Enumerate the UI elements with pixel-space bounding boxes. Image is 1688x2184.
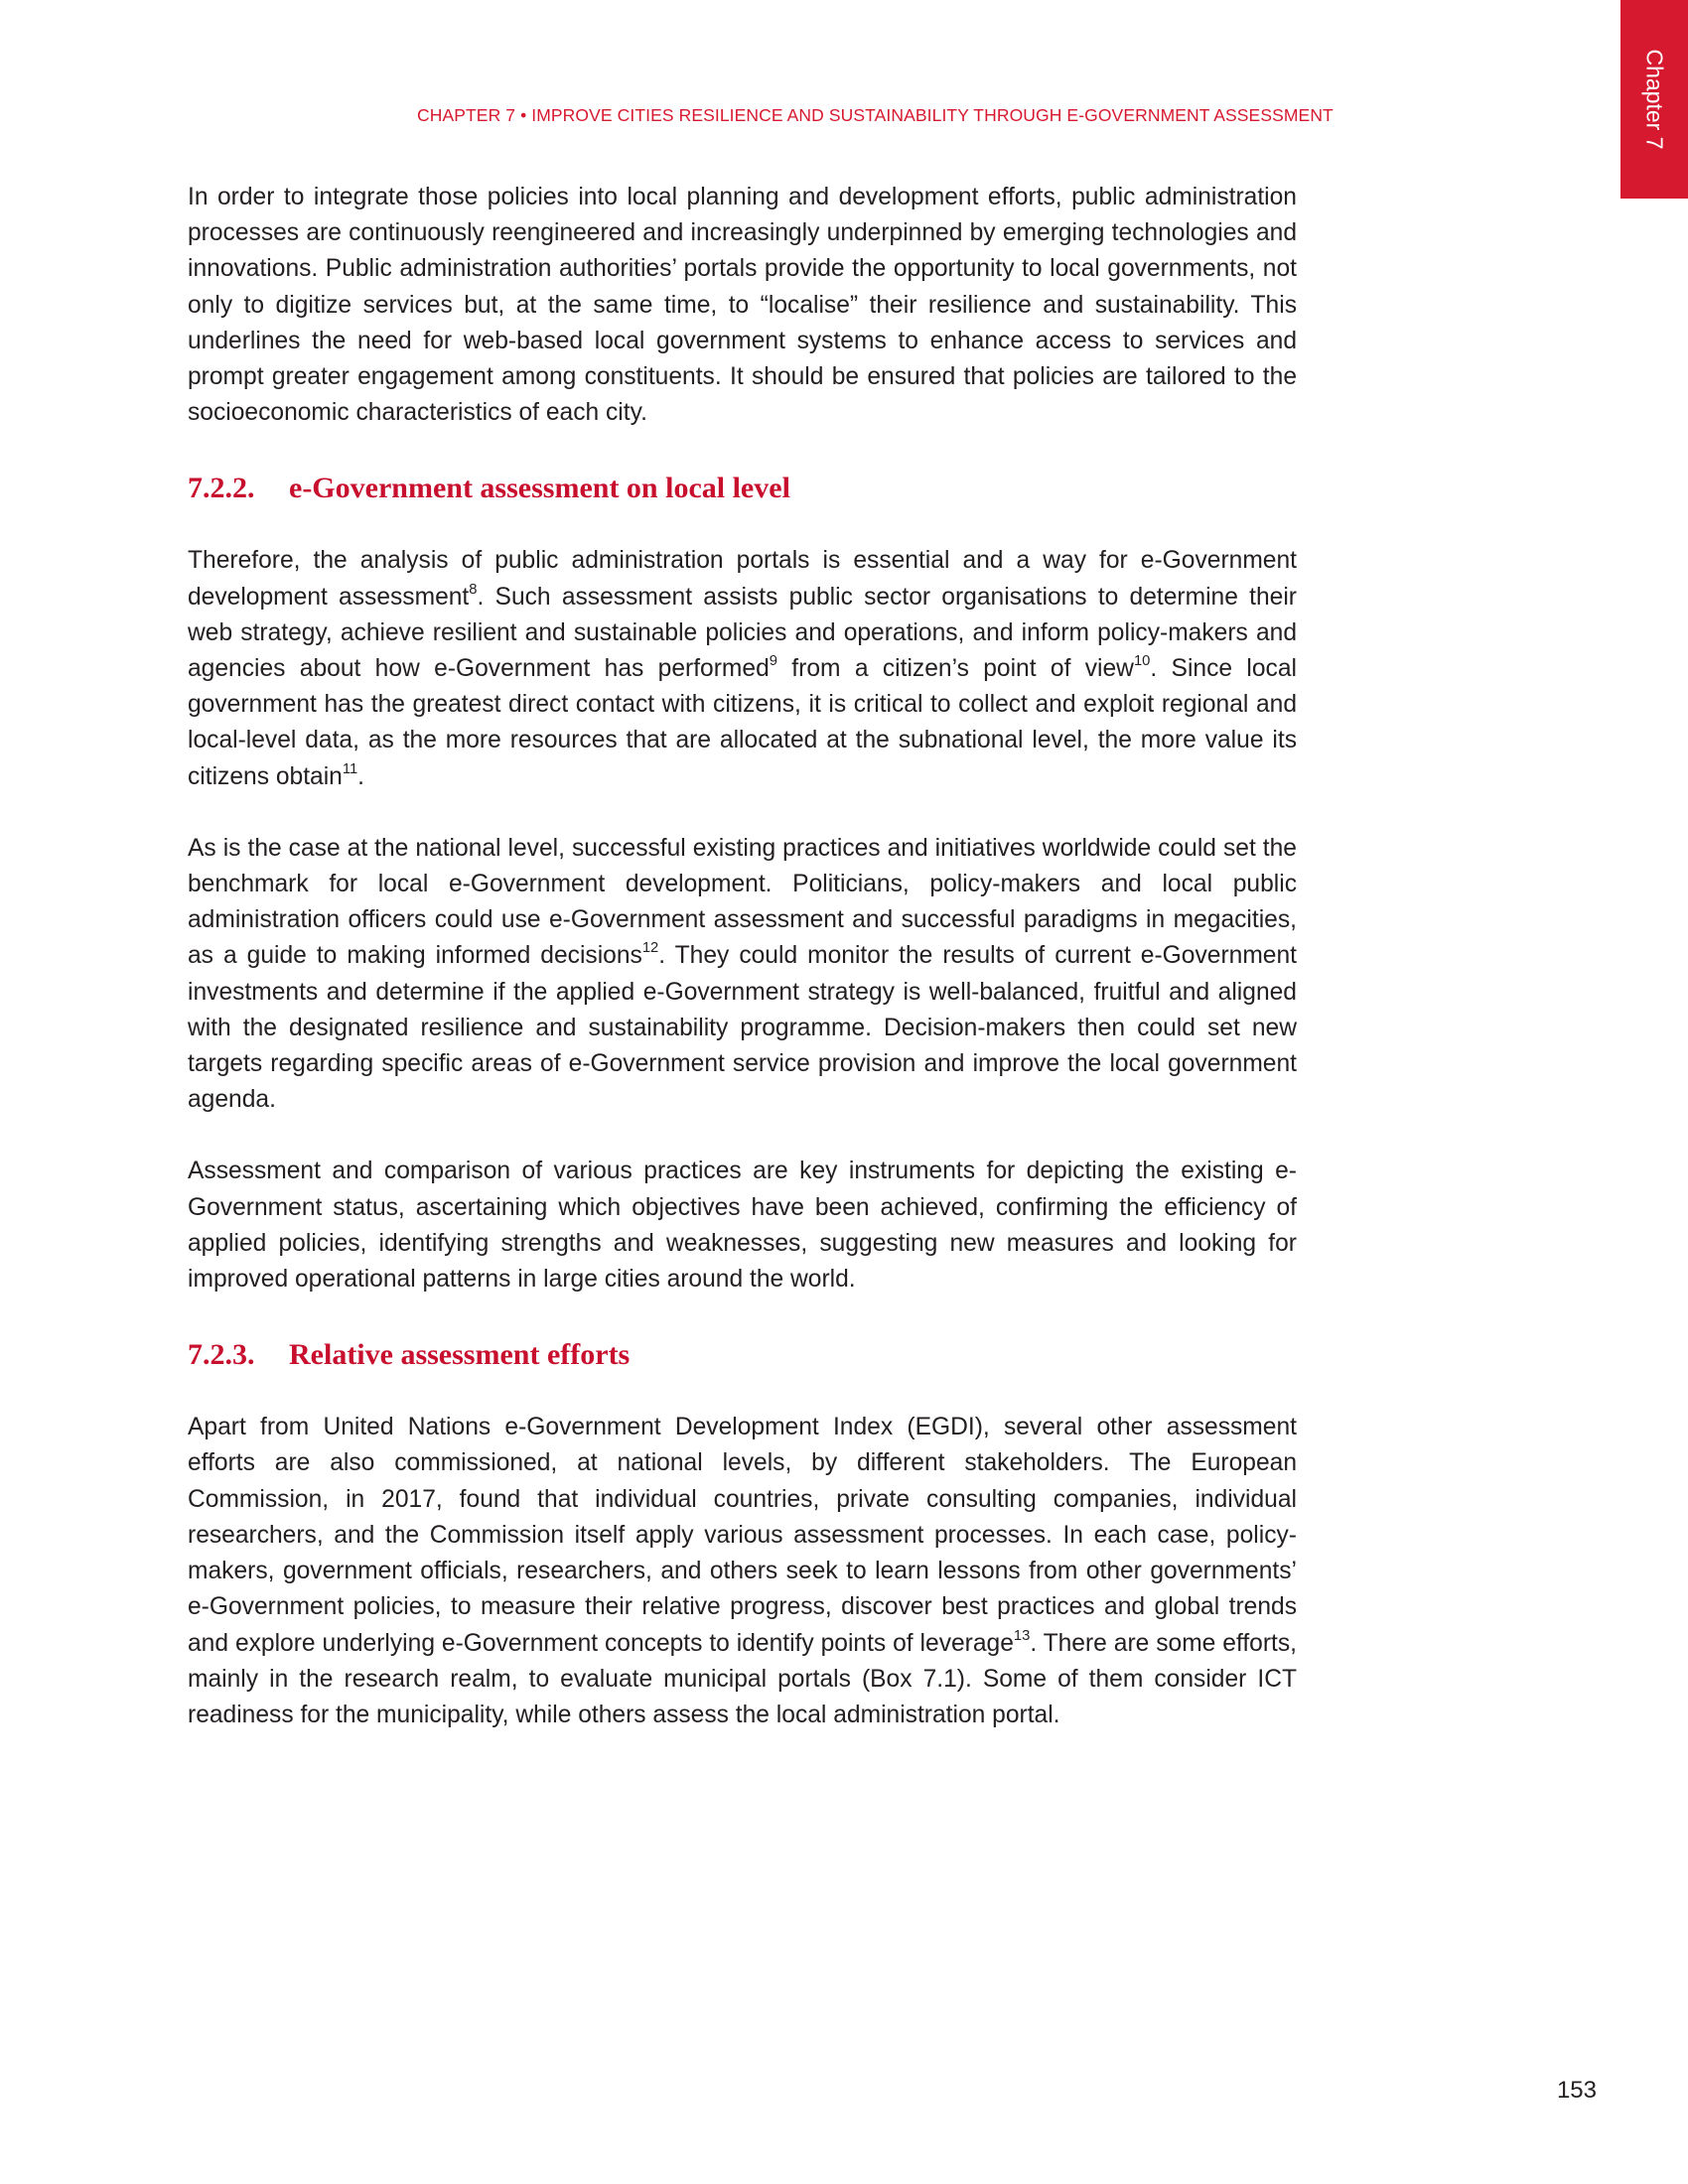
- footnote-ref: 12: [641, 940, 659, 957]
- paragraph: [188, 543, 1297, 794]
- running-header: CHAPTER 7 • IMPROVE CITIES RESILIENCE AND SUSTAINABILITY THROUGH E-GOVERNMENT ASSESSMENT: [417, 105, 1334, 125]
- text-run: . Such assessment assists public sector organisations to determine their web strategy, achieve resilient and sustainable policies and operations, and inform policy-makers and agencies about how e-Government has performed: [188, 583, 1297, 683]
- intro-paragraph: In order to integrate those policies into local planning and development efforts, public administration processes are continuously reengineered and increasingly underpinned by emerging technologies and innovations. Public administration authorities’ portals provide the opportunity to local governments, not only to digitize services but, at the same time, to “localise” their resilience and sustainability. This underlines the need for web-based local government systems to enhance access to services and prompt greater engagement among constituents. It should be ensured that policies are tailored to the socioeconomic characteristics of each city.: [188, 184, 1297, 427]
- chapter-tab: [1620, 0, 1688, 199]
- section-number: 7.2.3.: [188, 1338, 255, 1372]
- text-run: Apart from United Nations e-Government Development Index (EGDI), several other assessment efforts are also commissioned, at national levels, by different stakeholders. The European Commission, in 2017, found that individual countries, private consulting companies, individual researchers, and the Commission itself apply various assessment processes. In each case, policy-makers, government officials, researchers, and others seek to learn lessons from other governments’ e-Government policies, to measure their relative progress, discover best practices and global trends and explore underlying e-Government concepts to identify points of leverage: [188, 1414, 1297, 1657]
- section-heading-7-2-2: [188, 471, 1297, 506]
- text-run: . There are some efforts, mainly in the research realm, to evaluate municipal portals (Box 7.1). Some of them consider ICT readiness for the municipality, while others assess the local administration portal.: [188, 1629, 1297, 1728]
- text-run: . Since local government has the greatest direct contact with citizens, it is critical to collect and exploit regional and local-level data, as the more resources that are allocated at the subnational level, the more value its citizens obtain: [188, 655, 1297, 790]
- footnote-ref: 9: [769, 652, 777, 669]
- text-run: Therefore, the analysis of public administration portals is essential and a way for e-Government development assessment: [188, 547, 1297, 611]
- section-title: e-Government assessment on local level: [289, 472, 790, 505]
- section-number: 7.2.2.: [188, 472, 255, 505]
- text-run: .: [357, 762, 365, 790]
- footnote-ref: 13: [1013, 1627, 1031, 1644]
- section-title: Relative assessment efforts: [289, 1338, 631, 1372]
- section-heading-7-2-3: [188, 1337, 1297, 1373]
- page-number: 153: [1556, 2077, 1597, 2104]
- footnote-ref: 10: [1133, 652, 1151, 669]
- paragraph: [188, 1410, 1297, 1733]
- paragraph: Assessment and comparison of various practices are key instruments for depicting the existing e-Government status, ascertaining which objectives have been achieved, confirming the efficiency of applied policies, identifying strengths and weaknesses, suggesting new measures and looking for improved operational patterns in large cities around the world.: [188, 1158, 1297, 1294]
- paragraph: [188, 831, 1297, 1119]
- footnote-ref: 11: [342, 760, 358, 777]
- chapter-tab-label: Chapter 7: [1641, 49, 1668, 150]
- footnote-ref: 8: [469, 581, 478, 598]
- text-run: from a citizen’s point of view: [776, 655, 1134, 683]
- text-run: . They could monitor the results of current e-Government investments and determine if the applied e-Government strategy is well-balanced, fruitful and aligned with the designated resilience and sustainability programme. Decision-makers then could set new targets regarding specific areas of e-Government service provision and improve the local government agenda.: [188, 942, 1297, 1114]
- text-run: As is the case at the national level, successful existing practices and initiatives worldwide could set the benchmark for local e-Government development. Politicians, policy-makers and local public administration officers could use e-Government assessment and successful paradigms in megacities, as a guide to making informed decisions: [188, 834, 1297, 970]
- page-body: [188, 180, 1297, 1733]
